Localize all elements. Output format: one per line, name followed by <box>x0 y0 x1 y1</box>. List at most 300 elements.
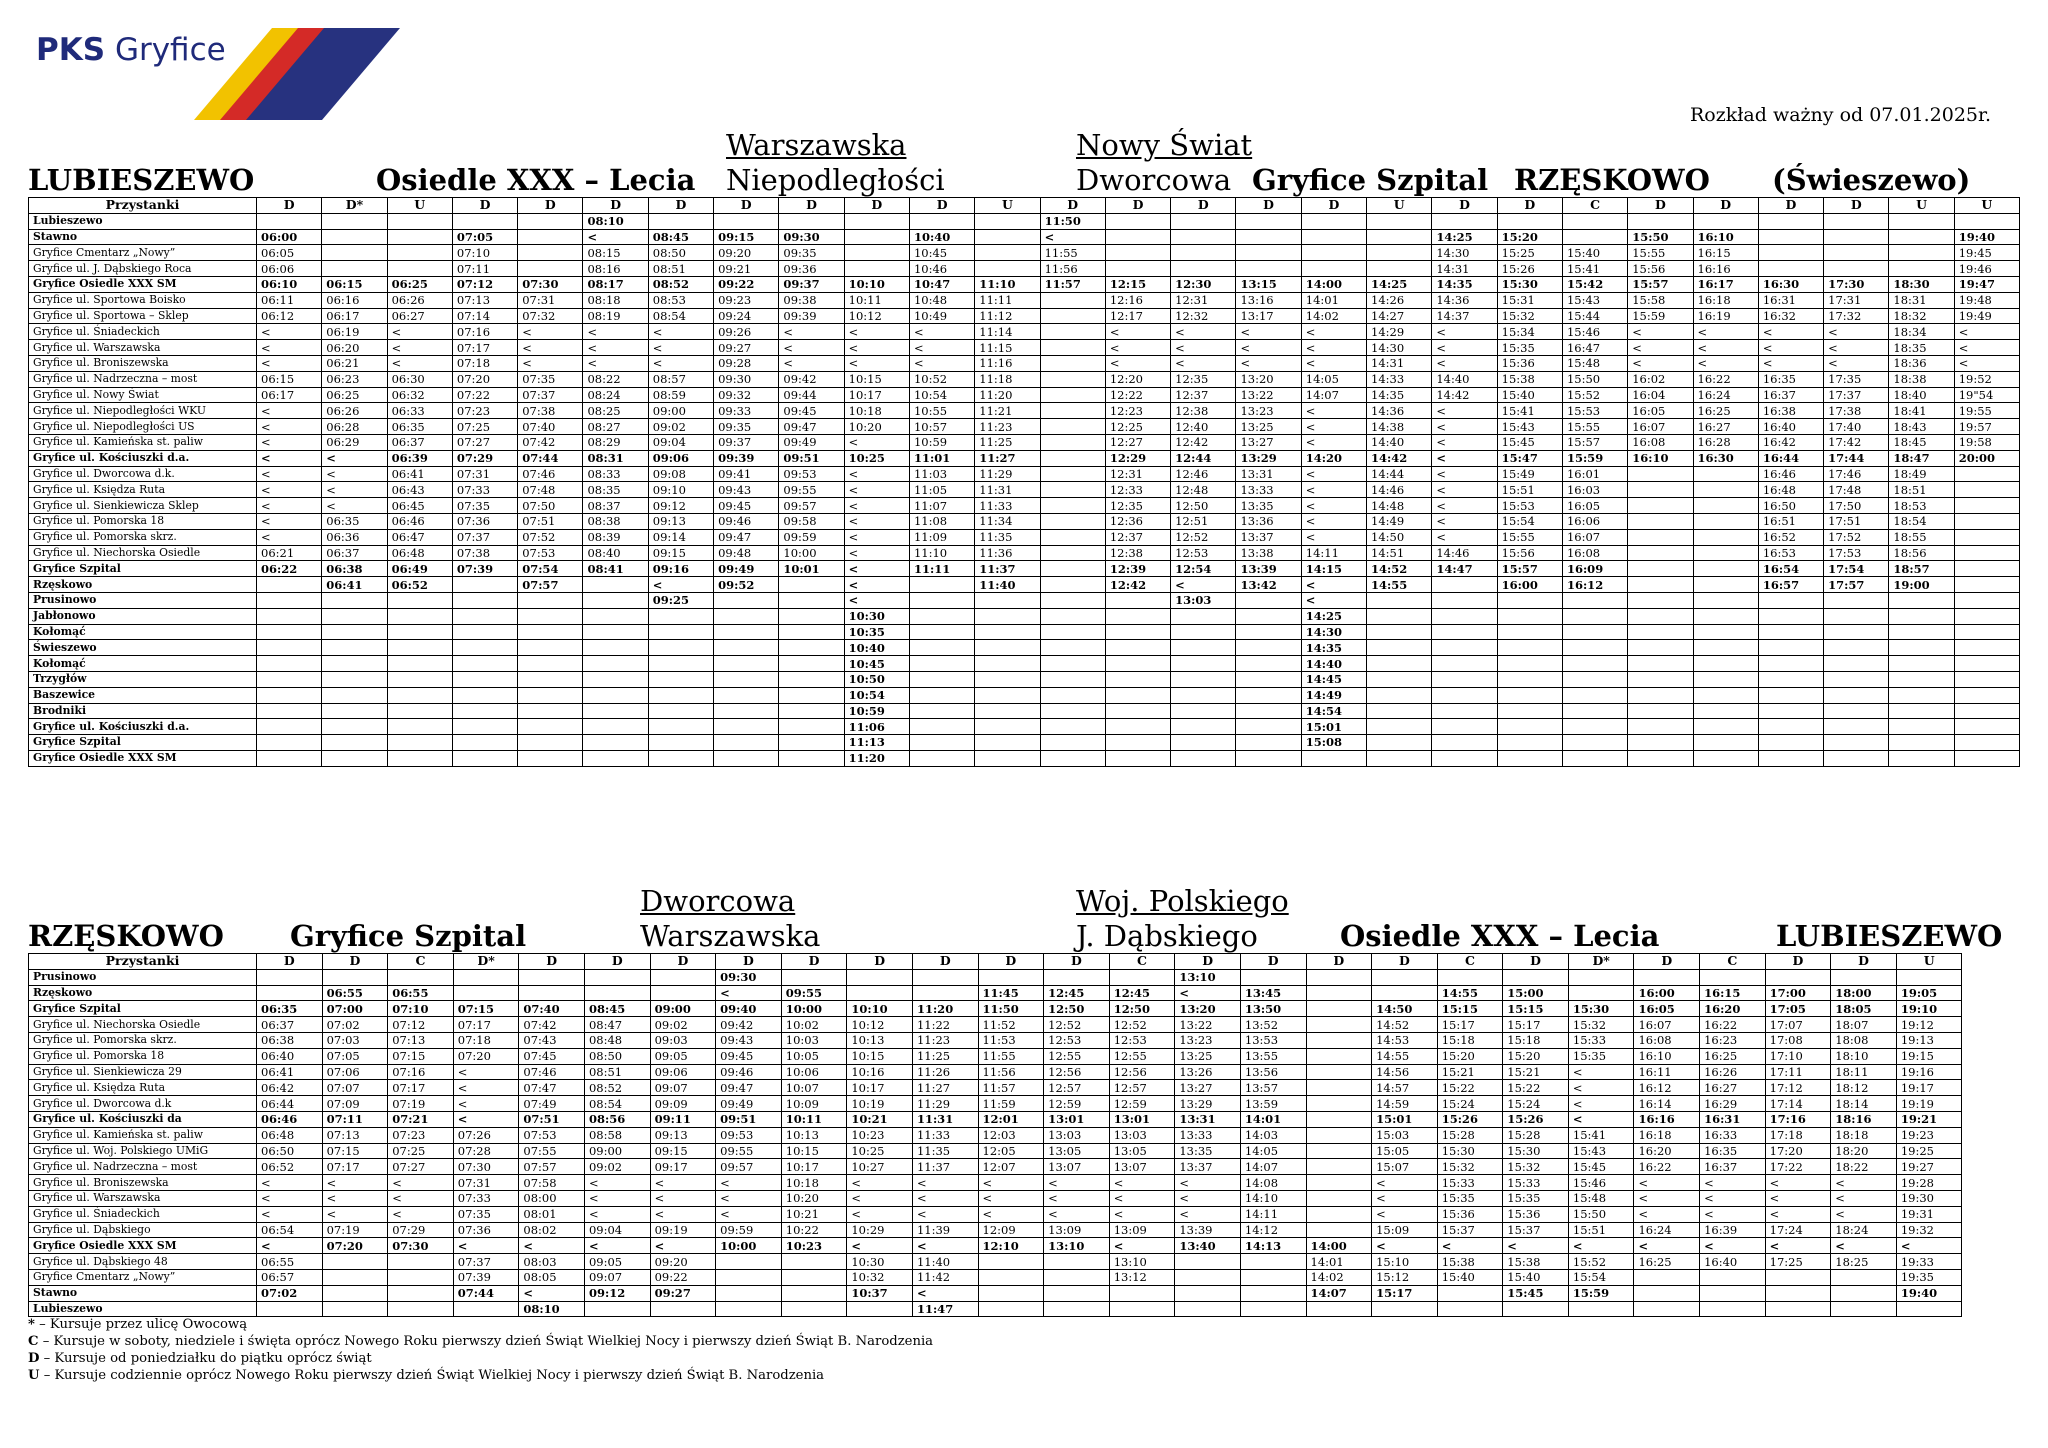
departure-time <box>1171 624 1236 640</box>
departure-time <box>1889 656 1954 672</box>
departure-time <box>650 985 716 1001</box>
departure-time: 07:26 <box>453 1127 519 1143</box>
departure-time: 15:24 <box>1437 1096 1503 1112</box>
departure-time: 12:59 <box>1109 1096 1175 1112</box>
departure-time <box>1693 735 1758 751</box>
departure-time <box>388 1285 454 1301</box>
stop-name: Świeszewo <box>29 640 257 656</box>
departure-time: 19:57 <box>1954 419 2019 435</box>
column-header: D* <box>453 954 519 970</box>
departure-time: 11:20 <box>844 750 909 766</box>
departure-time: 17:48 <box>1824 482 1889 498</box>
departure-time <box>1367 656 1432 672</box>
departure-time <box>1306 1206 1372 1222</box>
departure-time: 08:50 <box>648 245 713 261</box>
departure-time <box>975 671 1040 687</box>
departure-time: < <box>1432 434 1497 450</box>
departure-time <box>1171 656 1236 672</box>
departure-time: 07:40 <box>519 1001 585 1017</box>
departure-time: < <box>1954 355 2019 371</box>
departure-time: 08:59 <box>648 387 713 403</box>
departure-time: 09:04 <box>584 1222 650 1238</box>
departure-time: 19:46 <box>1954 261 2019 277</box>
departure-time: < <box>1044 1190 1110 1206</box>
stop-name: Gryfice ul. Śniadeckich <box>29 1206 257 1222</box>
departure-time: 07:13 <box>388 1032 454 1048</box>
departure-time: 09:39 <box>714 450 779 466</box>
departure-time: 09:12 <box>584 1285 650 1301</box>
departure-time <box>650 1301 716 1317</box>
departure-time: 10:23 <box>781 1238 847 1254</box>
departure-time <box>1954 687 2019 703</box>
stop-name: Gryfice ul. Dąbskiego 48 <box>29 1254 257 1270</box>
departure-time: 10:23 <box>847 1127 913 1143</box>
departure-time: 09:02 <box>584 1159 650 1175</box>
header1-niepodleglosci: Niepodległości <box>726 163 945 197</box>
table-row <box>29 703 2020 719</box>
table-row <box>29 355 2020 371</box>
departure-time <box>387 687 452 703</box>
departure-time <box>1634 1269 1700 1285</box>
stop-name: Gryfice Cmentarz „Nowy” <box>29 245 257 261</box>
departure-time: 18:49 <box>1889 466 1954 482</box>
departure-time: 14:29 <box>1367 324 1432 340</box>
departure-time: 07:40 <box>518 419 583 435</box>
departure-time: < <box>909 355 974 371</box>
header2-szpital: Gryfice Szpital <box>290 919 527 953</box>
column-header: D <box>1432 198 1497 214</box>
departure-time: 06:25 <box>322 387 387 403</box>
departure-time: 16:24 <box>1634 1222 1700 1238</box>
departure-time <box>518 750 583 766</box>
departure-time <box>583 687 648 703</box>
departure-time <box>1040 561 1105 577</box>
departure-time: < <box>844 545 909 561</box>
departure-time <box>779 577 844 593</box>
departure-time <box>1432 608 1497 624</box>
departure-time <box>1040 608 1105 624</box>
departure-time: 06:35 <box>322 513 387 529</box>
departure-time: 11:47 <box>912 1301 978 1317</box>
departure-time <box>322 735 387 751</box>
departure-time: 12:22 <box>1105 387 1170 403</box>
departure-time: 19:16 <box>1896 1064 1962 1080</box>
table-row <box>29 1222 1962 1238</box>
departure-time <box>1236 213 1301 229</box>
departure-time <box>1432 213 1497 229</box>
departure-time: 07:47 <box>519 1080 585 1096</box>
departure-time <box>1628 750 1693 766</box>
departure-time: 15:36 <box>1497 355 1562 371</box>
departure-time: 09:49 <box>716 1096 782 1112</box>
departure-time <box>1432 624 1497 640</box>
departure-time <box>1109 1285 1175 1301</box>
departure-time: 10:27 <box>847 1159 913 1175</box>
departure-time: 16:12 <box>1562 577 1627 593</box>
departure-time: 11:40 <box>975 577 1040 593</box>
departure-time: 14:02 <box>1306 1269 1372 1285</box>
departure-time <box>1693 213 1758 229</box>
departure-time: 10:37 <box>847 1285 913 1301</box>
stop-name: Gryfice ul. Dąbskiego <box>29 1222 257 1238</box>
departure-time: 08:58 <box>584 1127 650 1143</box>
departure-time: 11:50 <box>1040 213 1105 229</box>
departure-time: 13:03 <box>1171 592 1236 608</box>
departure-time: 19:31 <box>1896 1206 1962 1222</box>
header1-swieszewo: (Świeszewo) <box>1772 163 1971 197</box>
departure-time: < <box>1765 1238 1831 1254</box>
departure-time: 19:19 <box>1896 1096 1962 1112</box>
departure-time: 14:30 <box>1367 340 1432 356</box>
departure-time: 07:44 <box>518 450 583 466</box>
departure-time <box>322 1269 388 1285</box>
departure-time: 18:45 <box>1889 434 1954 450</box>
departure-time: 09:26 <box>714 324 779 340</box>
departure-time <box>847 985 913 1001</box>
departure-time: 19:58 <box>1954 434 2019 450</box>
departure-time <box>1628 735 1693 751</box>
departure-time: 07:51 <box>518 513 583 529</box>
departure-time <box>1693 592 1758 608</box>
departure-time <box>779 640 844 656</box>
departure-time: 13:36 <box>1236 513 1301 529</box>
departure-time: 15:17 <box>1372 1285 1438 1301</box>
departure-time <box>1105 624 1170 640</box>
departure-time: 07:53 <box>518 545 583 561</box>
table-row <box>29 1143 1962 1159</box>
departure-time: 11:29 <box>975 466 1040 482</box>
departure-time <box>1040 434 1105 450</box>
departure-time: 15:31 <box>1497 292 1562 308</box>
departure-time: 13:53 <box>1240 1032 1306 1048</box>
departure-time: 14:31 <box>1367 355 1432 371</box>
departure-time <box>518 687 583 703</box>
stop-name: Gryfice ul. Niepodległości US <box>29 419 257 435</box>
departure-time <box>1758 261 1823 277</box>
departure-time <box>1040 545 1105 561</box>
departure-time: 07:16 <box>452 324 517 340</box>
departure-time: 16:46 <box>1758 466 1823 482</box>
departure-time: 09:13 <box>648 513 713 529</box>
departure-time <box>1437 969 1503 985</box>
table-row <box>29 1064 1962 1080</box>
departure-time: 07:12 <box>452 276 517 292</box>
departure-time: < <box>1758 355 1823 371</box>
departure-time <box>1301 229 1366 245</box>
departure-time: < <box>1301 529 1366 545</box>
departure-time: 11:20 <box>975 387 1040 403</box>
departure-time: 07:21 <box>388 1111 454 1127</box>
departure-time <box>257 671 322 687</box>
table-row <box>29 371 2020 387</box>
column-header: U <box>387 198 452 214</box>
departure-time: < <box>388 1190 454 1206</box>
departure-time: 13:35 <box>1236 498 1301 514</box>
departure-time: 14:00 <box>1306 1238 1372 1254</box>
stop-name: Kołomąć <box>29 656 257 672</box>
departure-time: 15:25 <box>1497 245 1562 261</box>
departure-time <box>1889 703 1954 719</box>
departure-time <box>322 703 387 719</box>
departure-time <box>975 229 1040 245</box>
departure-time: 07:30 <box>453 1159 519 1175</box>
column-header: D <box>257 954 323 970</box>
departure-time: 13:26 <box>1175 1064 1241 1080</box>
departure-time <box>648 750 713 766</box>
departure-time: < <box>387 355 452 371</box>
departure-time: 13:39 <box>1175 1222 1241 1238</box>
departure-time: 16:27 <box>1700 1080 1766 1096</box>
departure-time <box>716 1301 782 1317</box>
departure-time: 07:43 <box>519 1032 585 1048</box>
departure-time <box>583 577 648 593</box>
departure-time: 16:25 <box>1634 1254 1700 1270</box>
departure-time <box>1367 608 1432 624</box>
departure-time: 07:07 <box>322 1080 388 1096</box>
departure-time <box>1432 750 1497 766</box>
departure-time: 16:23 <box>1700 1032 1766 1048</box>
table-row <box>29 1127 1962 1143</box>
departure-time: 15:43 <box>1562 292 1627 308</box>
departure-time: 18:34 <box>1889 324 1954 340</box>
departure-time: < <box>322 1190 388 1206</box>
departure-time: 16:03 <box>1562 482 1627 498</box>
departure-time <box>975 719 1040 735</box>
departure-time: 14:31 <box>1432 261 1497 277</box>
departure-time <box>1634 969 1700 985</box>
departure-time <box>257 1301 323 1317</box>
departure-time: 08:15 <box>583 245 648 261</box>
departure-time <box>452 687 517 703</box>
departure-time: 15:52 <box>1568 1254 1634 1270</box>
departure-time <box>714 592 779 608</box>
departure-time: 16:22 <box>1634 1159 1700 1175</box>
departure-time: 09:55 <box>779 482 844 498</box>
departure-time: 10:50 <box>844 671 909 687</box>
departure-time: 06:48 <box>257 1127 323 1143</box>
column-header: D <box>257 198 322 214</box>
stop-name: Gryfice ul. Kościuszki d.a. <box>29 450 257 466</box>
stops-header: Przystanki <box>29 198 257 214</box>
departure-time: 16:09 <box>1562 561 1627 577</box>
departure-time: 13:45 <box>1240 985 1306 1001</box>
departure-time <box>909 624 974 640</box>
departure-time <box>648 656 713 672</box>
departure-time: < <box>518 324 583 340</box>
departure-time: 11:36 <box>975 545 1040 561</box>
departure-time: 11:03 <box>909 466 974 482</box>
departure-time: 11:06 <box>844 719 909 735</box>
departure-time: < <box>1432 466 1497 482</box>
departure-time: < <box>1432 355 1497 371</box>
departure-time <box>1628 466 1693 482</box>
departure-time: 16:42 <box>1758 434 1823 450</box>
departure-time: 10:21 <box>847 1111 913 1127</box>
departure-time: 13:55 <box>1240 1048 1306 1064</box>
table-row <box>29 985 1962 1001</box>
departure-time: 15:10 <box>1372 1254 1438 1270</box>
departure-time: 16:07 <box>1562 529 1627 545</box>
departure-time: 06:38 <box>257 1032 323 1048</box>
departure-time: 07:37 <box>453 1254 519 1270</box>
departure-time <box>909 656 974 672</box>
departure-time: 14:42 <box>1432 387 1497 403</box>
departure-time: 08:56 <box>584 1111 650 1127</box>
departure-time: 16:40 <box>1758 419 1823 435</box>
departure-time <box>648 640 713 656</box>
departure-time: 16:16 <box>1693 261 1758 277</box>
departure-time <box>1040 308 1105 324</box>
departure-time: < <box>909 324 974 340</box>
departure-time: 14:07 <box>1301 387 1366 403</box>
departure-time: 08:50 <box>584 1048 650 1064</box>
departure-time: < <box>1634 1206 1700 1222</box>
departure-time: < <box>844 577 909 593</box>
departure-time: 15:50 <box>1562 371 1627 387</box>
departure-time: < <box>257 466 322 482</box>
departure-time <box>1109 1301 1175 1317</box>
stop-name: Gryfice ul. Warszawska <box>29 1190 257 1206</box>
departure-time: 12:33 <box>1105 482 1170 498</box>
departure-time: 18:20 <box>1831 1143 1897 1159</box>
departure-time <box>714 735 779 751</box>
departure-time <box>1562 608 1627 624</box>
departure-time: 14:02 <box>1301 308 1366 324</box>
departure-time: 11:05 <box>909 482 974 498</box>
departure-time: 14:11 <box>1240 1206 1306 1222</box>
departure-time <box>1497 687 1562 703</box>
departure-time: 07:11 <box>452 261 517 277</box>
departure-time: 09:03 <box>650 1032 716 1048</box>
departure-time <box>1306 1080 1372 1096</box>
departure-time: < <box>257 450 322 466</box>
departure-time: 08:00 <box>519 1190 585 1206</box>
departure-time <box>518 719 583 735</box>
departure-time <box>387 703 452 719</box>
column-header: D <box>1240 954 1306 970</box>
departure-time: 15:59 <box>1562 450 1627 466</box>
departure-time: 16:31 <box>1758 292 1823 308</box>
departure-time: 15:01 <box>1372 1111 1438 1127</box>
departure-time: 13:10 <box>1175 969 1241 985</box>
departure-time: < <box>453 1080 519 1096</box>
departure-time: < <box>1568 1080 1634 1096</box>
departure-time: < <box>847 1190 913 1206</box>
departure-time: 16:18 <box>1634 1127 1700 1143</box>
departure-time: < <box>844 513 909 529</box>
departure-time <box>1693 703 1758 719</box>
departure-time: 07:54 <box>518 561 583 577</box>
departure-time: 12:35 <box>1171 371 1236 387</box>
departure-time: 16:16 <box>1634 1111 1700 1127</box>
departure-time: < <box>322 1206 388 1222</box>
departure-time: 17:31 <box>1824 292 1889 308</box>
departure-time: 06:28 <box>322 419 387 435</box>
departure-time: 09:19 <box>650 1222 716 1238</box>
departure-time: 14:42 <box>1367 450 1432 466</box>
departure-time <box>1634 1285 1700 1301</box>
departure-time: 18:57 <box>1889 561 1954 577</box>
departure-time <box>1171 213 1236 229</box>
departure-time <box>322 608 387 624</box>
departure-time <box>909 719 974 735</box>
departure-time <box>453 969 519 985</box>
departure-time: 15:28 <box>1503 1127 1569 1143</box>
departure-time: 17:16 <box>1765 1111 1831 1127</box>
departure-time: 15:38 <box>1497 371 1562 387</box>
departure-time <box>1040 529 1105 545</box>
departure-time: 17:20 <box>1765 1143 1831 1159</box>
departure-time: < <box>844 340 909 356</box>
departure-time: 07:50 <box>518 498 583 514</box>
departure-time <box>1562 671 1627 687</box>
departure-time <box>1628 624 1693 640</box>
departure-time <box>1497 735 1562 751</box>
departure-time: 13:25 <box>1236 419 1301 435</box>
departure-time <box>1562 687 1627 703</box>
departure-time: 14:40 <box>1432 371 1497 387</box>
departure-time <box>518 261 583 277</box>
departure-time: 13:23 <box>1236 403 1301 419</box>
departure-time: 07:35 <box>452 498 517 514</box>
departure-time: 14:15 <box>1301 561 1366 577</box>
stops-header: Przystanki <box>29 954 257 970</box>
departure-time <box>1824 735 1889 751</box>
departure-time <box>1831 1269 1897 1285</box>
departure-time: 06:20 <box>322 340 387 356</box>
departure-time: 11:08 <box>909 513 974 529</box>
departure-time: < <box>257 482 322 498</box>
departure-time <box>1693 529 1758 545</box>
departure-time <box>1628 671 1693 687</box>
departure-time: 15:55 <box>1562 419 1627 435</box>
departure-time: 12:37 <box>1171 387 1236 403</box>
departure-time: 15:41 <box>1568 1127 1634 1143</box>
departure-time <box>1562 735 1627 751</box>
table-row <box>29 1159 1962 1175</box>
departure-time <box>1306 1143 1372 1159</box>
departure-time <box>1954 561 2019 577</box>
departure-time <box>1568 985 1634 1001</box>
departure-time: 15:32 <box>1503 1159 1569 1175</box>
table-row <box>29 561 2020 577</box>
departure-time: 13:03 <box>1109 1127 1175 1143</box>
departure-time <box>1367 261 1432 277</box>
departure-time: 06:29 <box>322 434 387 450</box>
departure-time: 13:01 <box>1044 1111 1110 1127</box>
departure-time: 15:58 <box>1628 292 1693 308</box>
departure-time: 10:20 <box>781 1190 847 1206</box>
departure-time: < <box>387 340 452 356</box>
departure-time: 11:53 <box>978 1032 1044 1048</box>
departure-time <box>1437 1301 1503 1317</box>
departure-time <box>1700 1301 1766 1317</box>
departure-time: 13:12 <box>1109 1269 1175 1285</box>
departure-time: 11:26 <box>912 1064 978 1080</box>
departure-time: 06:26 <box>322 403 387 419</box>
header2-rzeskowo: RZĘSKOWO <box>28 919 224 953</box>
departure-time: 12:42 <box>1171 434 1236 450</box>
departure-time: 10:48 <box>909 292 974 308</box>
departure-time: 09:02 <box>648 419 713 435</box>
departure-time: 14:08 <box>1240 1175 1306 1191</box>
departure-time: < <box>1175 1206 1241 1222</box>
departure-time: < <box>1758 340 1823 356</box>
departure-time <box>1432 687 1497 703</box>
departure-time: 06:27 <box>387 308 452 324</box>
departure-time: 11:33 <box>912 1127 978 1143</box>
departure-time: 16:14 <box>1634 1096 1700 1112</box>
